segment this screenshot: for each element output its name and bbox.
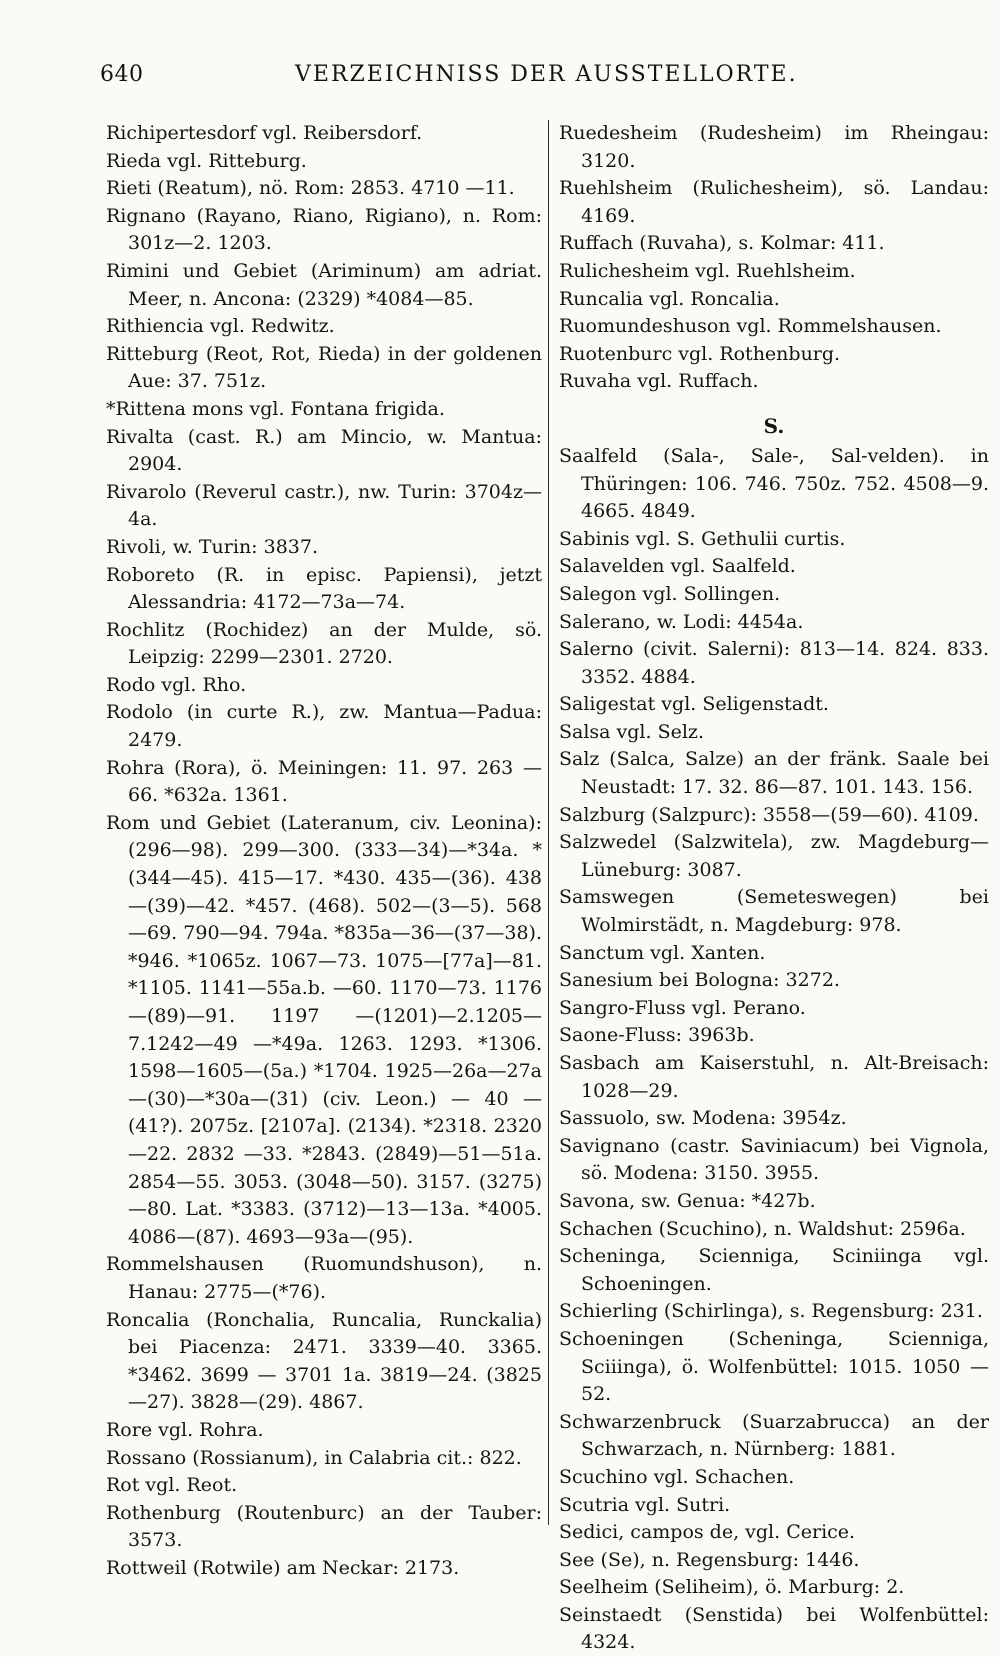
- index-entry: Seelheim (Seliheim), ö. Marburg: 2.: [559, 1576, 905, 1599]
- index-entry: Rignano (Rayano, Riano, Rigiano), n. Rom: 301z—2. 1203.: [106, 204, 542, 255]
- index-entry: Salerno (civit. Salerni): 813—14. 824. 833. 3352. 4884.: [559, 638, 989, 688]
- left-column: [106, 120, 542, 1582]
- index-entry: Schoeningen (Scheninga, Scienniga, Sciiinga), ö. Wolfenbüttel: 1015. 1050 —52.: [559, 1327, 989, 1406]
- index-entry: Sanesium bei Bologna: 3272.: [559, 969, 840, 992]
- index-entry: Rothenburg (Routenburc) an der Tauber: 3573.: [106, 1501, 542, 1552]
- index-entry: Roncalia (Ronchalia, Runcalia, Runckalia) bei Piacenza: 2471. 3339—40. 3365. *3462. 3699 — 3701 1a. 3819—24. (3825—27). 3828—(29). 4867.: [106, 1308, 542, 1414]
- index-entry: Rulichesheim vgl. Ruehlsheim.: [559, 259, 856, 282]
- index-entry: Rodo vgl. Rho.: [106, 673, 247, 696]
- index-entry: Saalfeld (Sala-, Sale-, Sal-velden). in Thüringen: 106. 746. 750z. 752. 4508—9. 4665. 4849.: [559, 444, 989, 523]
- index-entry: Rommelshausen (Ruomundshuson), n. Hanau: 2775—(*76).: [106, 1253, 542, 1303]
- index-entry: Scheninga, Scienniga, Sciniinga vgl. Schoeningen.: [559, 1245, 989, 1295]
- index-entry: Schachen (Scuchino), n. Waldshut: 2596a.: [559, 1217, 966, 1240]
- index-entry: Sassuolo, sw. Modena: 3954z.: [559, 1107, 847, 1130]
- index-entry: Runcalia vgl. Roncalia.: [559, 287, 780, 310]
- page-header: [0, 62, 1000, 102]
- index-entry: Salsa vgl. Selz.: [559, 720, 704, 743]
- index-entry: Roboreto (R. in episc. Papiensi), jetzt Alessandria: 4172—73a—74.: [106, 563, 542, 614]
- index-entry: Rossano (Rossianum), in Calabria cit.: 822.: [106, 1446, 522, 1469]
- index-entry: Ruvaha vgl. Ruffach.: [559, 370, 759, 393]
- right-column-entries-r: [559, 120, 989, 396]
- index-entry: Rochlitz (Rochidez) an der Mulde, sö. Leipzig: 2299—2301. 2720.: [106, 618, 542, 669]
- index-entry: Schierling (Schirlinga), s. Regensburg: 231.: [559, 1300, 983, 1323]
- index-entry: Sasbach am Kaiserstuhl, n. Alt-Breisach: 1028—29.: [559, 1052, 989, 1102]
- index-entry: Rieda vgl. Ritteburg.: [106, 149, 307, 172]
- index-entry: Ruehlsheim (Rulichesheim), sö. Landau: 4169.: [559, 177, 989, 227]
- index-entry: Rieti (Reatum), nö. Rom: 2853. 4710 —11.: [106, 177, 515, 200]
- index-entry: Rohra (Rora), ö. Meiningen: 11. 97. 263 —66. *632a. 1361.: [106, 756, 542, 807]
- right-column-entries-s: [559, 443, 989, 1657]
- index-entry: Ritteburg (Reot, Rot, Rieda) in der goldenen Aue: 37. 751z.: [106, 342, 542, 393]
- index-entry: Schwarzenbruck (Suarzabrucca) an der Schwarzach, n. Nürnberg: 1881.: [559, 1410, 989, 1461]
- index-entry: Salegon vgl. Sollingen.: [559, 582, 781, 605]
- index-entry: Ruomundeshuson vgl. Rommelshausen.: [559, 315, 942, 338]
- index-entry: Rivarolo (Reverul castr.), nw. Turin: 3704z—4a.: [106, 480, 542, 531]
- index-entry: Saligestat vgl. Seligenstadt.: [559, 693, 829, 716]
- index-entry: Rivalta (cast. R.) am Mincio, w. Mantua: 2904.: [106, 425, 542, 476]
- index-entry: Ruedesheim (Rudesheim) im Rheingau: 3120.: [559, 122, 989, 172]
- index-entry: Savignano (castr. Saviniacum) bei Vignola, sö. Modena: 3150. 3955.: [559, 1134, 989, 1185]
- index-entry: Salzwedel (Salzwitela), zw. Magdeburg—Lüneburg: 3087.: [559, 831, 989, 881]
- index-entry: Seinstaedt (Senstida) bei Wolfenbüttel: 4324.: [559, 1603, 989, 1654]
- index-entry: Samswegen (Semeteswegen) bei Wolmirstädt, n. Magdeburg: 978.: [559, 886, 989, 937]
- index-entry: Ruotenburc vgl. Rothenburg.: [559, 342, 841, 365]
- running-head-title: VERZEICHNISS DER AUSSTELLORTE.: [295, 62, 798, 87]
- index-entry: Sedici, campos de, vgl. Cerice.: [559, 1521, 856, 1544]
- index-entry: Salz (Salca, Salze) an der fränk. Saale bei Neustadt: 17. 32. 86—87. 101. 143. 156.: [559, 748, 989, 799]
- index-entry: Scutria vgl. Sutri.: [559, 1493, 731, 1516]
- index-entry: See (Se), n. Regensburg: 1446.: [559, 1548, 860, 1571]
- index-entry: Rodolo (in curte R.), zw. Mantua—Padua: 2479.: [106, 701, 542, 752]
- index-entry: Sanctum vgl. Xanten.: [559, 941, 766, 964]
- index-entry: Savona, sw. Genua: *427b.: [559, 1189, 816, 1212]
- index-entry: Scuchino vgl. Schachen.: [559, 1465, 795, 1488]
- index-entry: Rore vgl. Rohra.: [106, 1418, 264, 1441]
- index-entry: Rottweil (Rotwile) am Neckar: 2173.: [106, 1556, 460, 1579]
- index-entry: Richipertesdorf vgl. Reibersdorf.: [106, 122, 423, 144]
- index-entry: Ruffach (Ruvaha), s. Kolmar: 411.: [559, 232, 885, 255]
- index-entry: Rithiencia vgl. Redwitz.: [106, 315, 335, 338]
- index-entry: Rot vgl. Reot.: [106, 1474, 238, 1497]
- right-column: [559, 120, 989, 1657]
- column-divider: [548, 120, 549, 1525]
- index-entry: Salzburg (Salzpurc): 3558—(59—60). 4109.: [559, 803, 979, 826]
- page-number: 640: [100, 62, 144, 87]
- index-entry: Rivoli, w. Turin: 3837.: [106, 535, 319, 558]
- index-entry: *Rittena mons vgl. Fontana frigida.: [106, 397, 445, 420]
- index-entry: Saone-Fluss: 3963b.: [559, 1024, 755, 1047]
- index-entry: Sabinis vgl. S. Gethulii curtis.: [559, 527, 846, 550]
- index-entry: Salerano, w. Lodi: 4454a.: [559, 610, 804, 633]
- section-letter-heading: S.: [763, 413, 785, 438]
- index-entry: Sangro-Fluss vgl. Perano.: [559, 996, 806, 1019]
- index-entry: Salavelden vgl. Saalfeld.: [559, 555, 796, 578]
- index-entry: Rimini und Gebiet (Ariminum) am adriat. Meer, n. Ancona: (2329) *4084—85.: [106, 259, 542, 310]
- index-entry: Rom und Gebiet (Lateranum, civ. Leonina): (296—98). 299—300. (333—34)—*34a. *(344—45). 415—17. *430. 435—(36). 438—(39)—42. *457. (468). 502—(3—5). 568—69. 790—94. 794a. *835a—36—(37—38). *946. *1065z. 1067—73. 1075—[77a]—81. *1105. 1141—55a.b. —60. 1170—73. 1176—(89)—91. 1197 —(1201)—2.1205—7.1242—49 —*49a. 1263. 1293. *1306. 1598—1605—(5a.) *1704. 1925—26a—27a—(30)—*30a—(31) (civ. Leon.) — 40 — (41?). 2075z. [2107a]. (2134). *2318. 2320—22. 2832 —33. *2843. (2849)—51—51a. 2854—55. 3053. (3048—50). 3157. (3275)—80. Lat. *3383. (3712)—13—13a. *4005. 4086—(87). 4693—93a—(95).: [106, 811, 542, 1248]
